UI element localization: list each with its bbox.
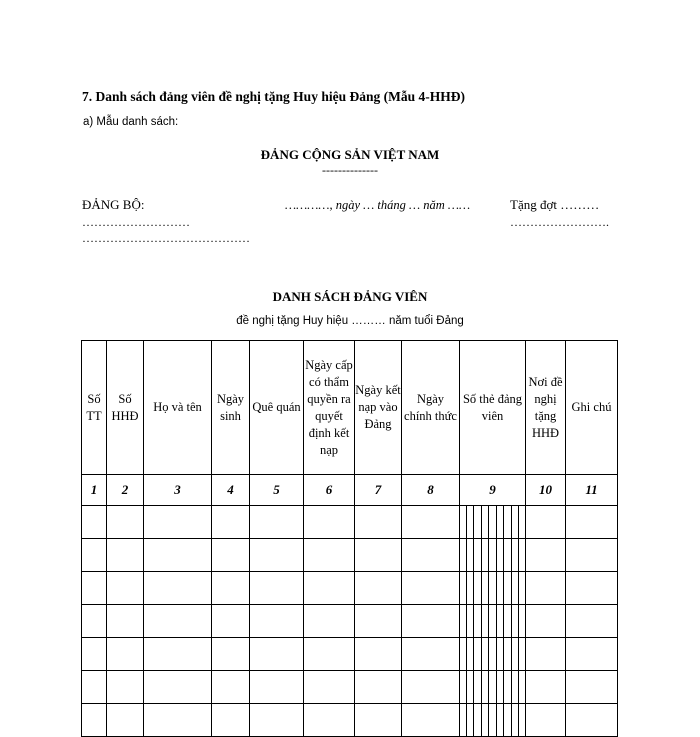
digit-divider bbox=[511, 605, 512, 637]
table-cell bbox=[144, 671, 212, 704]
col-header: Số HHĐ bbox=[107, 341, 144, 475]
table-cell bbox=[402, 704, 460, 737]
party-name: ĐẢNG CỘNG SẢN VIỆT NAM bbox=[260, 147, 440, 162]
digit-divider bbox=[496, 506, 497, 538]
party-dashes: -------------- bbox=[322, 163, 378, 177]
table-cell bbox=[304, 638, 355, 671]
table-cell bbox=[107, 638, 144, 671]
section-heading: 7. Danh sách đảng viên đề nghị tặng Huy hiệu Đảng (Mẫu 4-HHĐ) bbox=[82, 89, 465, 104]
card-number-cell bbox=[460, 704, 526, 737]
table-cell bbox=[107, 704, 144, 737]
table-cell bbox=[144, 605, 212, 638]
org-blank-line-2: …………………………………… bbox=[82, 231, 250, 245]
digit-divider bbox=[496, 572, 497, 604]
col-header: Ngày kết nạp vào Đảng bbox=[355, 341, 402, 475]
table-cell bbox=[144, 506, 212, 539]
column-number: 7 bbox=[355, 475, 402, 506]
member-list-table bbox=[81, 340, 618, 737]
table-cell bbox=[82, 572, 107, 605]
digit-divider bbox=[496, 671, 497, 703]
digit-divider bbox=[503, 539, 504, 571]
table-cell bbox=[144, 704, 212, 737]
header-row bbox=[82, 341, 618, 475]
digit-divider bbox=[481, 506, 482, 538]
column-number: 11 bbox=[566, 475, 618, 506]
digit-divider bbox=[511, 506, 512, 538]
digit-divider bbox=[503, 638, 504, 670]
table-cell bbox=[250, 704, 304, 737]
digit-divider bbox=[466, 539, 467, 571]
table-cell bbox=[250, 572, 304, 605]
table-cell bbox=[355, 572, 402, 605]
table-cell bbox=[526, 605, 566, 638]
org-blank-line-1: ……………………… bbox=[82, 215, 190, 229]
card-digit-dividers bbox=[466, 671, 519, 703]
table-cell bbox=[82, 539, 107, 572]
digit-divider bbox=[488, 605, 489, 637]
digit-divider bbox=[488, 638, 489, 670]
digit-divider bbox=[503, 605, 504, 637]
digit-divider bbox=[466, 638, 467, 670]
table-cell bbox=[144, 539, 212, 572]
table-cell bbox=[250, 638, 304, 671]
digit-divider bbox=[481, 638, 482, 670]
digit-divider bbox=[518, 605, 519, 637]
table-row bbox=[82, 506, 618, 539]
table-cell bbox=[82, 605, 107, 638]
digit-divider bbox=[481, 605, 482, 637]
column-number: 6 bbox=[304, 475, 355, 506]
list-title: DANH SÁCH ĐẢNG VIÊN bbox=[272, 289, 428, 304]
column-number: 9 bbox=[460, 475, 526, 506]
card-digit-dividers bbox=[466, 605, 519, 637]
digit-divider bbox=[481, 671, 482, 703]
table-cell bbox=[566, 671, 618, 704]
card-number-cell bbox=[460, 671, 526, 704]
digit-divider bbox=[503, 572, 504, 604]
digit-divider bbox=[496, 605, 497, 637]
card-digit-dividers bbox=[466, 506, 519, 538]
table-cell bbox=[82, 638, 107, 671]
digit-divider bbox=[466, 704, 467, 736]
table-cell bbox=[304, 671, 355, 704]
digit-divider bbox=[518, 572, 519, 604]
col-header: Họ và tên bbox=[144, 341, 212, 475]
table-cell bbox=[212, 671, 250, 704]
table-row bbox=[82, 605, 618, 638]
col-header: Ngày sinh bbox=[212, 341, 250, 475]
table-cell bbox=[566, 638, 618, 671]
col-header: Ngày chính thức bbox=[402, 341, 460, 475]
digit-divider bbox=[496, 704, 497, 736]
table-cell bbox=[355, 605, 402, 638]
digit-divider bbox=[481, 572, 482, 604]
col-header: Số thẻ đảng viên bbox=[460, 341, 526, 475]
digit-divider bbox=[473, 605, 474, 637]
digit-divider bbox=[511, 539, 512, 571]
date-line: …………, ngày … tháng … năm …… bbox=[285, 198, 471, 212]
digit-divider bbox=[488, 704, 489, 736]
digit-divider bbox=[488, 572, 489, 604]
digit-divider bbox=[518, 704, 519, 736]
digit-divider bbox=[503, 671, 504, 703]
org-label: ĐẢNG BỘ: bbox=[82, 197, 145, 212]
table-cell bbox=[526, 506, 566, 539]
table-cell bbox=[250, 605, 304, 638]
award-round-label: Tặng đợt ……… bbox=[510, 197, 600, 212]
table-cell bbox=[526, 638, 566, 671]
award-round-blank: ……………………. bbox=[510, 215, 609, 229]
table-cell bbox=[212, 572, 250, 605]
table-cell bbox=[355, 506, 402, 539]
table-cell bbox=[250, 506, 304, 539]
table-cell bbox=[107, 572, 144, 605]
column-number: 10 bbox=[526, 475, 566, 506]
digit-divider bbox=[466, 506, 467, 538]
table-cell bbox=[566, 605, 618, 638]
table-row bbox=[82, 539, 618, 572]
column-number: 3 bbox=[144, 475, 212, 506]
column-number: 1 bbox=[82, 475, 107, 506]
col-header: Ghi chú bbox=[566, 341, 618, 475]
table-cell bbox=[144, 638, 212, 671]
table-cell bbox=[212, 539, 250, 572]
table-cell bbox=[526, 572, 566, 605]
digit-divider bbox=[511, 704, 512, 736]
sub-heading: a) Mẫu danh sách: bbox=[83, 116, 179, 128]
table-cell bbox=[355, 539, 402, 572]
table-cell bbox=[526, 671, 566, 704]
table-cell bbox=[402, 605, 460, 638]
table-cell bbox=[402, 506, 460, 539]
digit-divider bbox=[488, 671, 489, 703]
table-cell bbox=[402, 572, 460, 605]
table-cell bbox=[304, 572, 355, 605]
table-cell bbox=[566, 539, 618, 572]
table-cell bbox=[304, 704, 355, 737]
table-cell bbox=[82, 506, 107, 539]
digit-divider bbox=[473, 506, 474, 538]
table-cell bbox=[82, 671, 107, 704]
card-number-cell bbox=[460, 539, 526, 572]
table-row bbox=[82, 671, 618, 704]
table-cell bbox=[566, 572, 618, 605]
digit-divider bbox=[518, 671, 519, 703]
col-header: Quê quán bbox=[250, 341, 304, 475]
table-row bbox=[82, 572, 618, 605]
digit-divider bbox=[466, 605, 467, 637]
digit-divider bbox=[488, 506, 489, 538]
digit-divider bbox=[488, 539, 489, 571]
digit-divider bbox=[466, 671, 467, 703]
digit-divider bbox=[496, 539, 497, 571]
table-cell bbox=[402, 671, 460, 704]
column-number: 2 bbox=[107, 475, 144, 506]
digit-divider bbox=[481, 539, 482, 571]
column-number: 4 bbox=[212, 475, 250, 506]
table-cell bbox=[212, 704, 250, 737]
table-cell bbox=[304, 605, 355, 638]
card-number-cell bbox=[460, 572, 526, 605]
table-cell bbox=[250, 671, 304, 704]
digit-divider bbox=[518, 638, 519, 670]
table-cell bbox=[212, 605, 250, 638]
column-number-row bbox=[82, 475, 618, 506]
card-digit-dividers bbox=[466, 572, 519, 604]
col-header: Nơi đề nghị tặng HHĐ bbox=[526, 341, 566, 475]
card-number-cell bbox=[460, 506, 526, 539]
table-cell bbox=[82, 704, 107, 737]
digit-divider bbox=[473, 704, 474, 736]
card-number-cell bbox=[460, 605, 526, 638]
card-digit-dividers bbox=[466, 704, 519, 736]
column-number: 8 bbox=[402, 475, 460, 506]
table-cell bbox=[526, 704, 566, 737]
table-cell bbox=[107, 506, 144, 539]
digit-divider bbox=[511, 638, 512, 670]
table-cell bbox=[107, 671, 144, 704]
table-cell bbox=[526, 539, 566, 572]
table-cell bbox=[212, 638, 250, 671]
digit-divider bbox=[518, 539, 519, 571]
table-cell bbox=[402, 539, 460, 572]
digit-divider bbox=[518, 506, 519, 538]
digit-divider bbox=[473, 572, 474, 604]
column-number: 5 bbox=[250, 475, 304, 506]
table-cell bbox=[355, 671, 402, 704]
col-header: Số TT bbox=[82, 341, 107, 475]
digit-divider bbox=[503, 506, 504, 538]
digit-divider bbox=[511, 671, 512, 703]
digit-divider bbox=[473, 671, 474, 703]
table-cell bbox=[566, 506, 618, 539]
table-cell bbox=[304, 539, 355, 572]
col-header: Ngày cấp có thẩm quyền ra quyết định kết nạp bbox=[304, 341, 355, 475]
table-cell bbox=[355, 704, 402, 737]
list-subtitle: đề nghị tặng Huy hiệu ……… năm tuổi Đảng bbox=[236, 315, 464, 327]
table-cell bbox=[402, 638, 460, 671]
card-digit-dividers bbox=[466, 638, 519, 670]
digit-divider bbox=[503, 704, 504, 736]
digit-divider bbox=[466, 572, 467, 604]
digit-divider bbox=[496, 638, 497, 670]
card-number-cell bbox=[460, 638, 526, 671]
table-row bbox=[82, 704, 618, 737]
card-digit-dividers bbox=[466, 539, 519, 571]
table-cell bbox=[355, 638, 402, 671]
table-cell bbox=[144, 572, 212, 605]
digit-divider bbox=[473, 539, 474, 571]
table-cell bbox=[107, 539, 144, 572]
table-cell bbox=[566, 704, 618, 737]
digit-divider bbox=[473, 638, 474, 670]
table-cell bbox=[212, 506, 250, 539]
table-cell bbox=[107, 605, 144, 638]
digit-divider bbox=[511, 572, 512, 604]
table-cell bbox=[304, 506, 355, 539]
table-cell bbox=[250, 539, 304, 572]
table-row bbox=[82, 638, 618, 671]
digit-divider bbox=[481, 704, 482, 736]
